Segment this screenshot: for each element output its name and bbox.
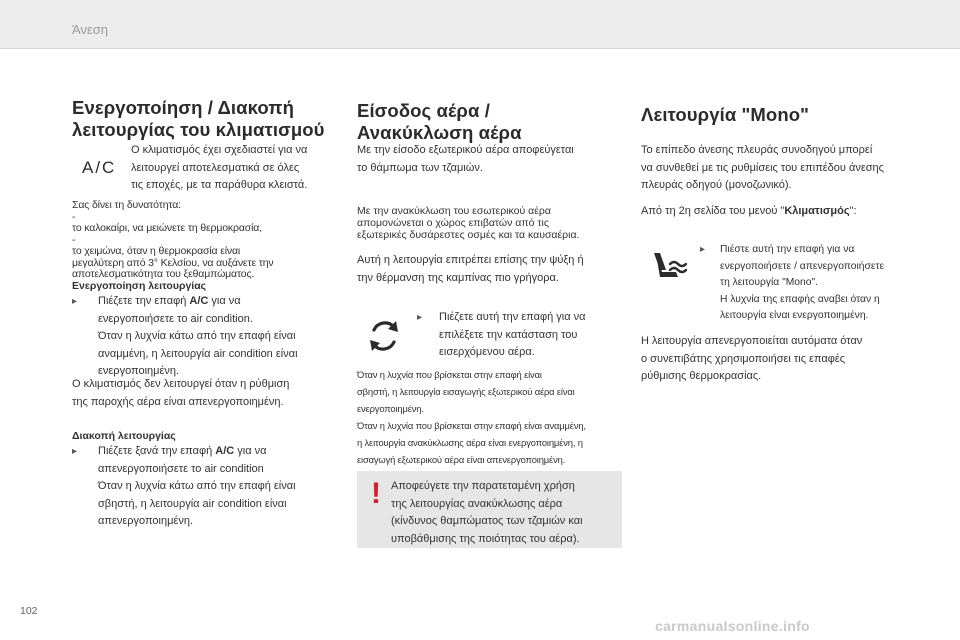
deactivation-bullet: ▸ Πιέζετε ξανά την επαφή A/C για να απενεργοποιήσετε το air condition Όταν η λυχνία κάτω από την επαφή είναι σβηστή, η λειτουργία air condition είναι απενεργοποιημένη.: [72, 443, 347, 531]
mono-bullet: ▸ Πιέστε αυτή την επαφή για να ενεργοποιήσετε / απενεργοποιήσετε τη λειτουργία "Mono". Η λυχνία της επαφής αναβει όταν η λειτουργία είναι ενεργοποιημένη.: [700, 242, 912, 325]
air-intake-intro: Με την είσοδο εξωτερικού αέρα αποφεύγεται το θάμπωμα των τζαμιών.: [357, 144, 574, 174]
warning-text: Αποφεύγετε την παρατεταμένη χρήση της λειτουργίας ανακύκλωσης αέρα (κίνδυνος θαμπώματος των τζαμιών και υποβάθμισης της ποιότητας του αέρα).: [391, 480, 583, 545]
mono-auto-off: Η λειτουργία απενεργοποιείται αυτόματα όταν ο συνεπιβάτης χρησιμοποιήσει τις επαφές ρύθμισης θερμοκρασίας.: [641, 335, 863, 382]
mono-seat-icon: [646, 250, 688, 284]
ac-intro: Ο κλιματισμός έχει σχεδιαστεί για να λειτουργεί αποτελεσματικά σε όλες τις εποχές, με τα παράθυρα κλειστά.: [131, 144, 308, 191]
bullet-icon: ▸: [72, 296, 78, 307]
ac-note: Ο κλιματισμός δεν λειτουργεί όταν η ρύθμιση της παροχής αέρα είναι απενεργοποιημένη.: [72, 378, 290, 408]
section-header: [0, 0, 960, 49]
activation-title: Ενεργοποίηση λειτουργίας: [72, 280, 207, 292]
recirculation-icon: [365, 317, 403, 355]
ac-capabilities: Σας δίνει τη δυνατότητα: - το καλοκαίρι, να μειώνετε τη θερμοκρασία, - το χειμώνα, όταν η θερμοκρασία είναι μεγαλύτερη από 3° Κελσίου, να αυξάνετε την αποτελεσματικότητα του ξεθαμπώματος.: [72, 199, 274, 280]
deactivation-title: Διακοπή λειτουργίας: [72, 430, 176, 442]
bullet-icon: ▸: [417, 312, 423, 323]
mono-menu-text: Από τη 2η σελίδα του μενού "Κλιματισμός":: [641, 205, 857, 217]
bullet-icon: ▸: [700, 244, 706, 255]
mono-intro: Το επίπεδο άνεσης πλευράς συνοδηγού μπορεί να συνθεθεί με τις ρυθμίσεις του επιπέδου άνεσης πλευράς οδηγού (μονοζωνικό).: [641, 144, 884, 191]
activation-bullet: ▸ Πιέζετε την επαφή A/C για να ενεργοποιήσετε το air condition. Όταν η λυχνία κάτω από την επαφή είναι αναμμένη, η λειτουργία air condition είναι ενεργοποιημένη.: [72, 293, 347, 381]
section-title: Άνεση: [72, 22, 108, 37]
recirculation-text: Με την ανακύκλωση του εσωτερικού αέρα απομονώνεται ο χώρος επιβατών από τις εξωτερικές δυσάρεστες οσμές και τα καυσαέρια.: [357, 205, 580, 241]
ac-icon: A/C: [82, 158, 117, 177]
mono-heading: Λειτουργία "Mono": [641, 104, 810, 125]
bullet-icon: ▸: [72, 446, 78, 457]
ac-heading: Ενεργοποίηση / Διακοπή λειτουργίας του κλιματισμού: [72, 97, 325, 140]
watermark: carmanualsonline.info: [655, 618, 810, 634]
warning-icon: !: [371, 477, 381, 510]
air-intake-heading: Είσοδος αέρα / Ανακύκλωση αέρα: [357, 100, 522, 143]
warning-box: [357, 471, 622, 548]
cooling-text: Αυτή η λειτουργία επιτρέπει επίσης την ψύξη ή την θέρμανση της καμπίνας πιο γρήγορα.: [357, 254, 584, 284]
page-number: 102: [20, 605, 38, 617]
lamp-notes: Όταν η λυχνία που βρίσκεται στην επαφή είναι σβηστή, η λειτουργία εισαγωγής εξωτερικού αέρα είναι ενεργοποιημένη. Όταν η λυχνία που βρίσκεται στην επαφή είναι αναμμένη, η λειτουργία ανακύκλωσης αέρα είναι ενεργοποιημένη, η εισαγωγή εξωτερικού αέρα είναι απενεργοποιημένη.: [357, 369, 586, 465]
air-intake-bullet: ▸ Πιέζετε αυτή την επαφή για να επιλέξετε την κατάσταση του εισερχόμενου αέρα.: [417, 309, 622, 362]
